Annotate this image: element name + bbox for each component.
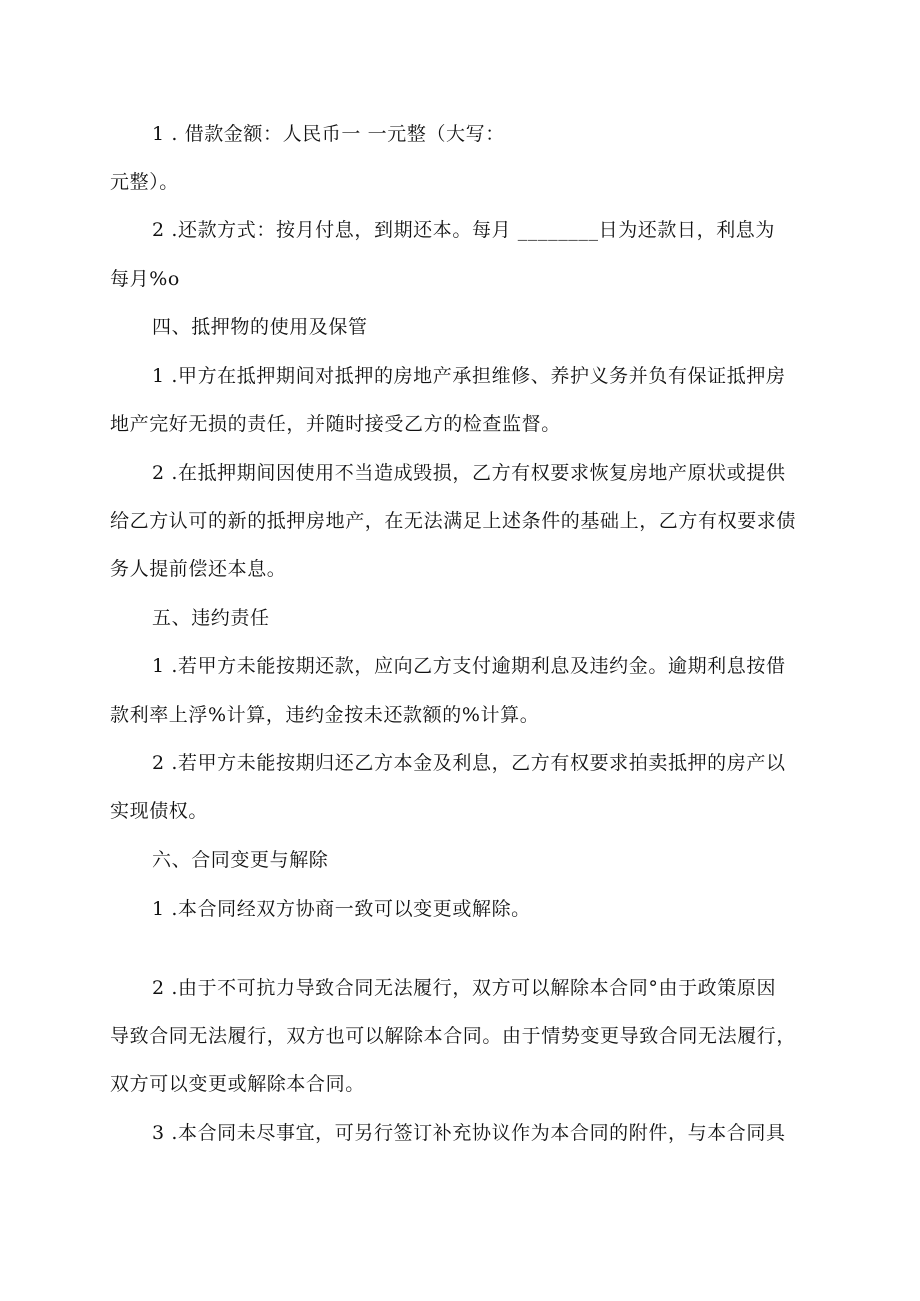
amendment-clause-2-continuation-a: 导致合同无法履行，双方也可以解除本合同。由于情势变更导致合同无法履行， xyxy=(110,1025,797,1047)
section-heading-breach: 五、违约责任 xyxy=(152,607,270,629)
breach-clause-1-continuation: 款利率上浮%计算，违约金按未还款额的%计算。 xyxy=(110,704,540,726)
loan-amount-line: 1 . 借款金额：人民币一 一元整（大写： xyxy=(152,123,505,145)
amendment-clause-1: 1 .本合同经双方协商一致可以变更或解除。 xyxy=(152,898,531,920)
section-heading-amendment: 六、合同变更与解除 xyxy=(152,849,329,871)
collateral-clause-2: 2 .在抵押期间因使用不当造成毁损，乙方有权要求恢复房地产原状或提供 xyxy=(152,462,786,484)
collateral-clause-1: 1 .甲方在抵押期间对抵押的房地产承担维修、养护义务并负有保证抵押房 xyxy=(152,365,786,387)
amendment-clause-2-continuation-b: 双方可以变更或解除本合同。 xyxy=(110,1073,365,1095)
breach-clause-2: 2 .若甲方未能按期归还乙方本金及利息，乙方有权要求拍卖抵押的房产以 xyxy=(152,752,786,774)
collateral-clause-2-continuation-b: 务人提前偿还本息。 xyxy=(110,558,287,580)
collateral-clause-2-continuation-a: 给乙方认可的新的抵押房地产，在无法满足上述条件的基础上，乙方有权要求债 xyxy=(110,510,797,532)
repayment-method-continuation: 每月%o xyxy=(110,268,180,290)
collateral-clause-1-continuation: 地产完好无损的责任，并随时接受乙方的检查监督。 xyxy=(110,413,561,435)
repayment-method-line: 2 .还款方式：按月付息，到期还本。每月 ________日为还款日，利息为 xyxy=(152,219,776,241)
section-heading-collateral: 四、抵押物的使用及保管 xyxy=(152,316,368,338)
loan-amount-continuation: 元整）。 xyxy=(110,171,179,193)
breach-clause-2-continuation: 实现债权。 xyxy=(110,800,209,822)
amendment-clause-2: 2 .由于不可抗力导致合同无法履行，双方可以解除本合同°由于政策原因 xyxy=(152,977,777,999)
breach-clause-1: 1 .若甲方未能按期还款，应向乙方支付逾期利息及违约金。逾期利息按借 xyxy=(152,655,786,677)
amendment-clause-3: 3 .本合同未尽事宜，可另行签订补充协议作为本合同的附件，与本合同具 xyxy=(152,1122,786,1144)
